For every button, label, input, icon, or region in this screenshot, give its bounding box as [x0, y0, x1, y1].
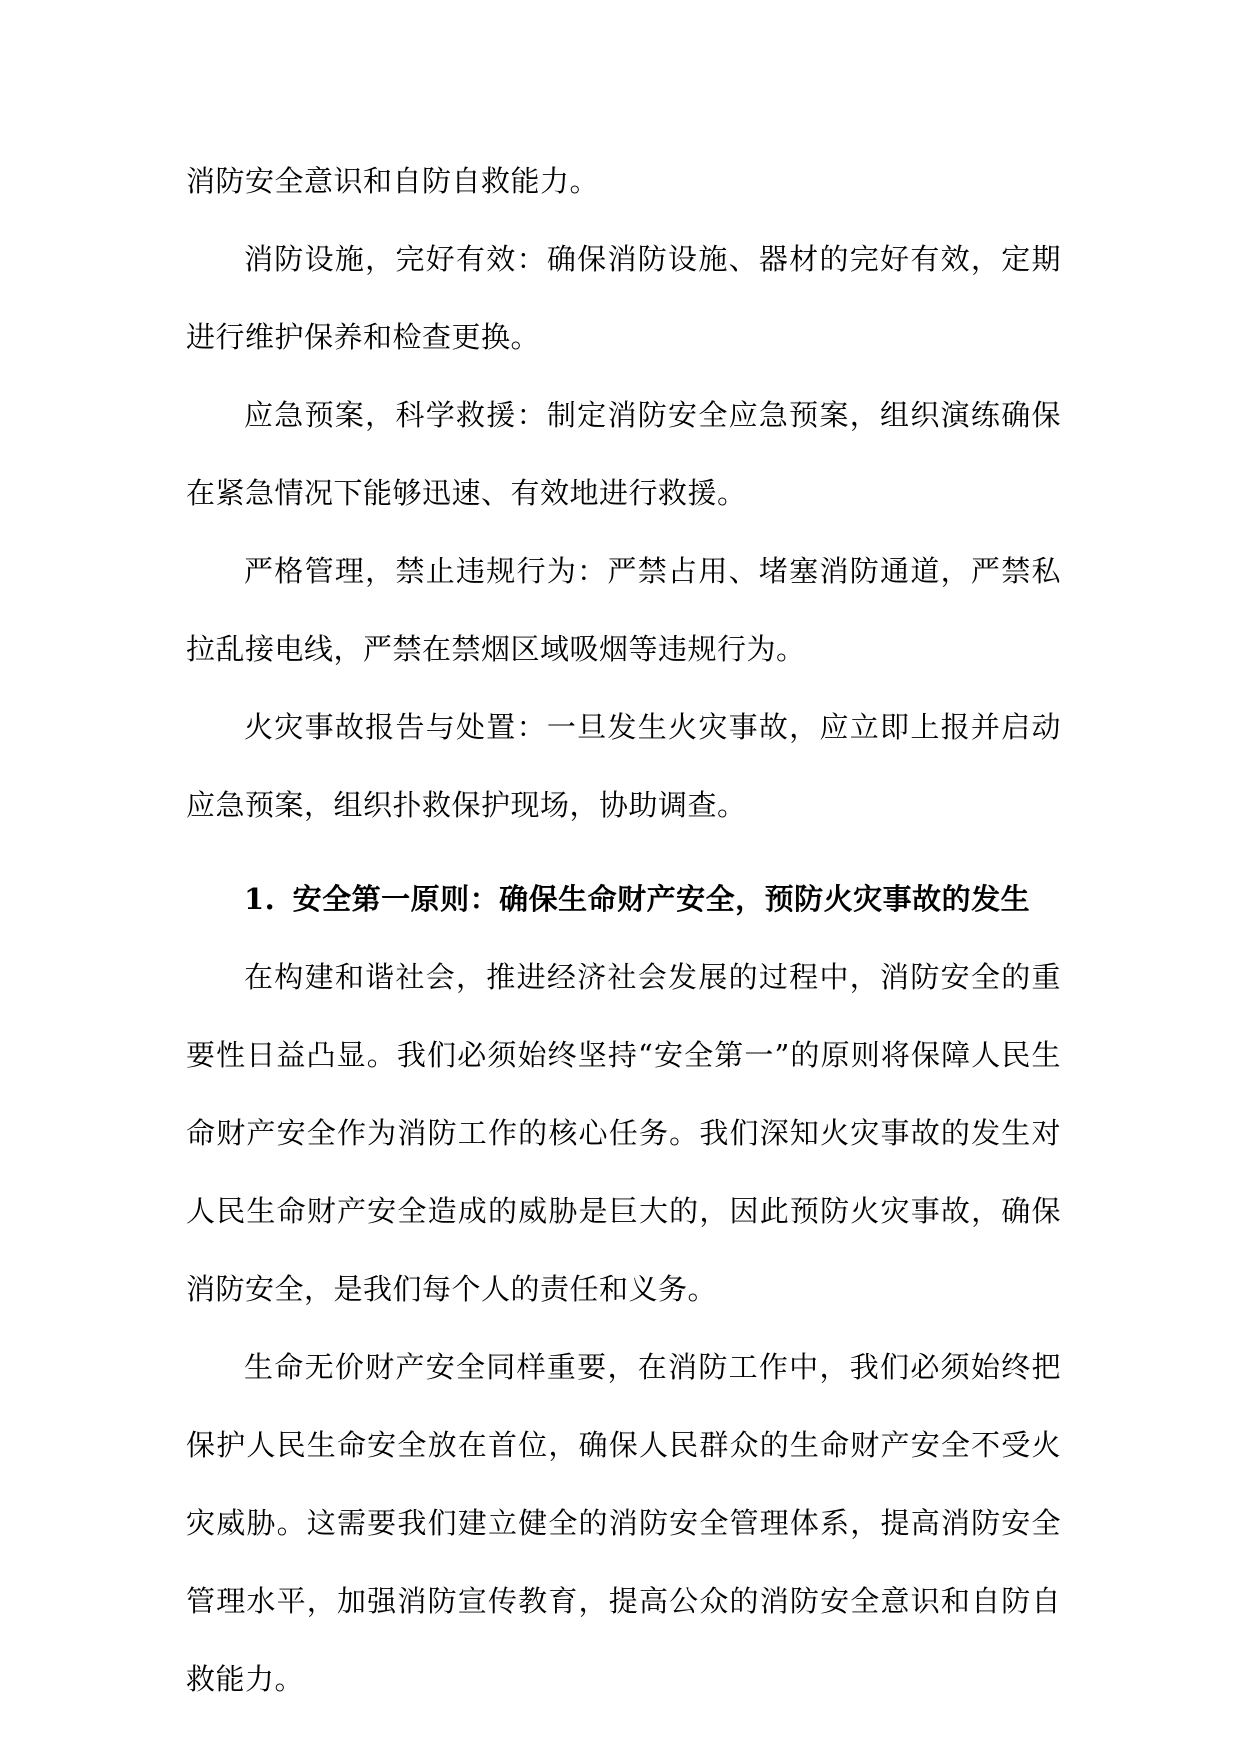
- paragraph-emergency-plan: 应急预案，科学救援：制定消防安全应急预案，组织演练确保在紧急情况下能够迅速、有效地进行救援。: [186, 398, 1061, 510]
- paragraph-safety-first: 在构建和谐社会，推进经济社会发展的过程中，消防安全的重要性日益凸显。我们必须始终坚持“安全第一”的原则将保障人民生命财产安全作为消防工作的核心任务。我们深知火灾事故的发生对人民生命财产安全造成的威胁是巨大的，因此预防火灾事故，确保消防安全，是我们每个人的责任和义务。: [186, 960, 1061, 1306]
- section-number: 1.: [244, 882, 276, 916]
- paragraph-strict-management: 严格管理，禁止违规行为：严禁占用、堵塞消防通道，严禁私拉乱接电线，严禁在禁烟区域吸烟等违规行为。: [186, 554, 1061, 666]
- section-title: 安全第一原则：确保生命财产安全，预防火灾事故的发生: [292, 882, 1031, 916]
- paragraph-fire-report: 火灾事故报告与处置：一旦发生火灾事故，应立即上报并启动应急预案，组织扑救保护现场，协助调查。: [186, 710, 1061, 822]
- paragraph-continuation: 消防安全意识和自防自救能力。: [186, 164, 600, 198]
- paragraph-life-priceless: 生命无价财产安全同样重要，在消防工作中，我们必须始终把保护人民生命安全放在首位，确保人民群众的生命财产安全不受火灾威胁。这需要我们建立健全的消防安全管理体系，提高消防安全管理水平，加强消防宣传教育，提高公众的消防安全意识和自防自救能力。: [186, 1350, 1061, 1696]
- document-body: [186, 142, 1061, 1718]
- paragraph-fire-facilities: 消防设施，完好有效：确保消防设施、器材的完好有效，定期进行维护保养和检查更换。: [186, 242, 1061, 354]
- section-heading: [186, 860, 1061, 938]
